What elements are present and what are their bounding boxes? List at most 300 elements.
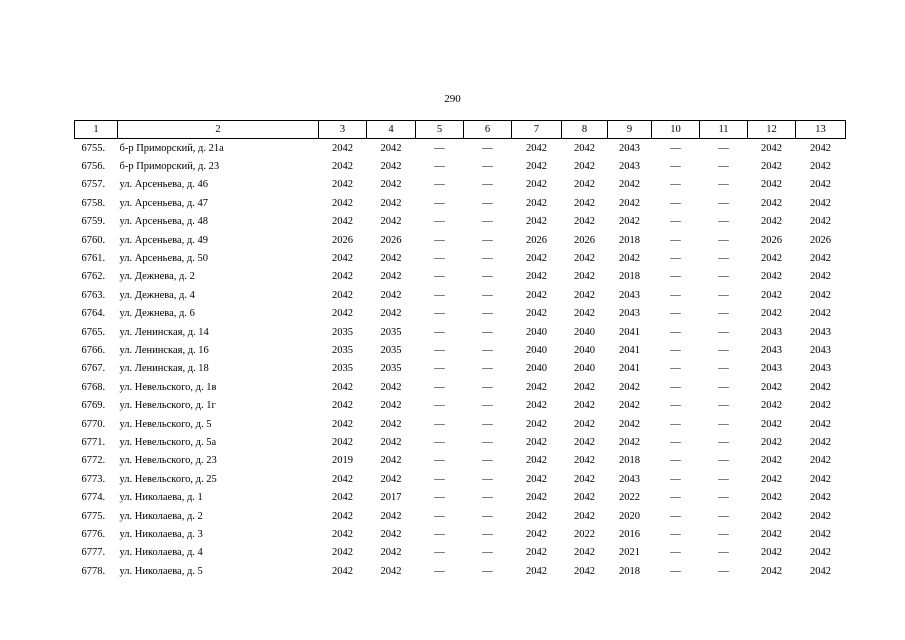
value-cell: — <box>434 271 445 283</box>
value-cell: 2042 <box>380 473 402 485</box>
value-cell: 2042 <box>574 179 595 191</box>
value-cell: 2043 <box>810 326 831 338</box>
table-row <box>75 341 846 359</box>
value-cell: — <box>482 253 493 265</box>
value-cell: 2026 <box>574 234 595 246</box>
value-cell: — <box>434 455 445 467</box>
value-cell: 2042 <box>380 381 402 393</box>
value-cell: 2042 <box>761 400 782 412</box>
address-cell: ул. Николаева, д. 5 <box>119 565 203 577</box>
value-cell: — <box>718 161 729 173</box>
value-cell: 2035 <box>332 326 353 338</box>
value-cell: 2042 <box>619 400 640 412</box>
address-cell: ул. Николаева, д. 4 <box>119 547 203 559</box>
value-cell: 2042 <box>810 161 831 173</box>
value-cell: 2042 <box>332 547 353 559</box>
value-cell: — <box>482 308 493 320</box>
value-cell: 2017 <box>380 492 402 504</box>
value-cell: 2042 <box>526 308 547 320</box>
value-cell: — <box>670 455 681 467</box>
value-cell: — <box>670 161 681 173</box>
value-cell: 2026 <box>810 234 831 246</box>
value-cell: 2035 <box>380 363 402 375</box>
value-cell: 2020 <box>619 510 640 522</box>
table-row <box>75 562 846 580</box>
value-cell: 2042 <box>761 547 782 559</box>
value-cell: 2042 <box>761 473 782 485</box>
value-cell: 2042 <box>574 308 595 320</box>
table-row <box>75 305 846 323</box>
value-cell: 2042 <box>810 473 831 485</box>
value-cell: — <box>482 271 493 283</box>
value-cell: 2042 <box>810 547 831 559</box>
value-cell: 2042 <box>526 510 547 522</box>
value-cell: — <box>670 528 681 540</box>
value-cell: 2042 <box>761 253 782 265</box>
value-cell: — <box>670 565 681 577</box>
value-cell: — <box>482 326 493 338</box>
header-cell: 7 <box>512 121 562 139</box>
value-cell: 2016 <box>619 528 640 540</box>
value-cell: 2043 <box>810 344 831 356</box>
value-cell: — <box>670 363 681 375</box>
value-cell: — <box>434 528 445 540</box>
address-cell: ул. Николаева, д. 3 <box>119 528 203 540</box>
value-cell: 2043 <box>761 344 782 356</box>
value-cell: 2043 <box>619 308 640 320</box>
value-cell: 2026 <box>332 234 353 246</box>
value-cell: 2042 <box>761 492 782 504</box>
value-cell: 2042 <box>332 381 353 393</box>
value-cell: 2042 <box>526 197 547 209</box>
address-cell: ул. Арсеньева, д. 47 <box>119 197 208 209</box>
value-cell: 2042 <box>332 565 353 577</box>
value-cell: — <box>434 326 445 338</box>
value-cell: 2042 <box>526 142 547 154</box>
row-number-cell: 6766. <box>81 344 106 356</box>
value-cell: 2042 <box>526 492 547 504</box>
row-number-cell: 6760. <box>81 234 106 246</box>
value-cell: — <box>670 510 681 522</box>
value-cell: 2022 <box>574 528 595 540</box>
table-row <box>75 378 846 396</box>
value-cell: — <box>670 473 681 485</box>
value-cell: 2042 <box>380 271 402 283</box>
row-number-cell: 6778. <box>81 565 106 577</box>
value-cell: 2042 <box>810 308 831 320</box>
value-cell: — <box>718 528 729 540</box>
value-cell: 2042 <box>810 289 831 301</box>
value-cell: — <box>718 253 729 265</box>
value-cell: — <box>434 418 445 430</box>
address-cell: ул. Арсеньева, д. 46 <box>119 179 208 191</box>
value-cell: 2035 <box>380 326 402 338</box>
value-cell: 2042 <box>574 253 595 265</box>
row-number-cell: 6764. <box>81 308 106 320</box>
value-cell: 2042 <box>380 253 402 265</box>
value-cell: 2042 <box>761 510 782 522</box>
value-cell: — <box>670 179 681 191</box>
table-row <box>75 525 846 543</box>
value-cell: — <box>670 142 681 154</box>
row-number-cell: 6775. <box>81 510 106 522</box>
value-cell: 2042 <box>761 197 782 209</box>
value-cell: 2026 <box>761 234 782 246</box>
value-cell: 2042 <box>332 418 353 430</box>
address-cell: ул. Невельского, д. 25 <box>119 473 217 485</box>
value-cell: 2041 <box>619 363 640 375</box>
value-cell: — <box>670 271 681 283</box>
value-cell: — <box>434 197 445 209</box>
value-cell: 2042 <box>810 142 831 154</box>
value-cell: — <box>482 547 493 559</box>
table-row <box>75 249 846 267</box>
row-number-cell: 6765. <box>81 326 106 338</box>
value-cell: 2042 <box>574 142 595 154</box>
value-cell: 2040 <box>526 344 547 356</box>
address-cell: ул. Арсеньева, д. 49 <box>119 234 208 246</box>
value-cell: 2042 <box>810 253 831 265</box>
value-cell: — <box>434 565 445 577</box>
value-cell: — <box>434 400 445 412</box>
value-cell: 2041 <box>619 326 640 338</box>
table-header <box>75 121 846 139</box>
header-cell: 6 <box>464 121 512 139</box>
value-cell: 2042 <box>526 473 547 485</box>
table-row <box>75 157 846 175</box>
value-cell: — <box>718 179 729 191</box>
value-cell: — <box>718 400 729 412</box>
value-cell: 2042 <box>526 271 547 283</box>
row-number-cell: 6772. <box>81 455 106 467</box>
value-cell: 2035 <box>332 344 353 356</box>
value-cell: 2042 <box>526 547 547 559</box>
value-cell: — <box>718 473 729 485</box>
table-row <box>75 231 846 249</box>
value-cell: — <box>718 455 729 467</box>
row-number-cell: 6770. <box>81 418 106 430</box>
row-number-cell: 6763. <box>81 289 106 301</box>
header-cell: 12 <box>748 121 796 139</box>
row-number-cell: 6762. <box>81 271 106 283</box>
value-cell: 2042 <box>619 381 640 393</box>
value-cell: 2042 <box>526 253 547 265</box>
value-cell: 2043 <box>619 161 640 173</box>
value-cell: 2021 <box>619 547 640 559</box>
value-cell: — <box>434 381 445 393</box>
value-cell: — <box>434 492 445 504</box>
value-cell: 2043 <box>761 363 782 375</box>
table-row <box>75 470 846 488</box>
value-cell: — <box>482 455 493 467</box>
header-row <box>75 121 846 139</box>
value-cell: 2042 <box>526 161 547 173</box>
value-cell: — <box>670 216 681 228</box>
value-cell: 2042 <box>810 179 831 191</box>
address-cell: б-р Приморский, д. 21а <box>119 142 224 154</box>
value-cell: 2042 <box>332 528 353 540</box>
address-cell: ул. Ленинская, д. 16 <box>119 344 209 356</box>
header-cell: 10 <box>652 121 700 139</box>
value-cell: 2042 <box>619 197 640 209</box>
value-cell: 2042 <box>619 179 640 191</box>
value-cell: 2042 <box>332 161 353 173</box>
value-cell: 2042 <box>380 510 402 522</box>
value-cell: 2042 <box>574 381 595 393</box>
value-cell: 2042 <box>810 418 831 430</box>
value-cell: 2041 <box>619 344 640 356</box>
value-cell: 2042 <box>574 289 595 301</box>
value-cell: — <box>434 234 445 246</box>
address-cell: ул. Николаева, д. 1 <box>119 492 203 504</box>
value-cell: — <box>434 308 445 320</box>
table-row <box>75 176 846 194</box>
address-cell: ул. Невельского, д. 5а <box>119 436 217 448</box>
value-cell: — <box>670 381 681 393</box>
value-cell: 2042 <box>380 547 402 559</box>
value-cell: 2040 <box>526 326 547 338</box>
value-cell: 2018 <box>619 565 640 577</box>
value-cell: 2022 <box>619 492 640 504</box>
data-table <box>74 120 846 580</box>
value-cell: 2042 <box>380 400 402 412</box>
value-cell: 2042 <box>332 308 353 320</box>
value-cell: 2042 <box>526 565 547 577</box>
value-cell: — <box>718 510 729 522</box>
value-cell: — <box>670 400 681 412</box>
value-cell: 2042 <box>332 253 353 265</box>
address-cell: ул. Дежнева, д. 6 <box>119 308 195 320</box>
value-cell: 2026 <box>380 234 402 246</box>
value-cell: 2042 <box>380 216 402 228</box>
value-cell: 2042 <box>380 308 402 320</box>
value-cell: 2042 <box>380 197 402 209</box>
value-cell: 2042 <box>761 565 782 577</box>
table-row <box>75 213 846 231</box>
value-cell: 2042 <box>380 455 402 467</box>
value-cell: — <box>670 418 681 430</box>
row-number-cell: 6758. <box>81 197 106 209</box>
address-cell: ул. Арсеньева, д. 50 <box>119 253 208 265</box>
value-cell: — <box>670 547 681 559</box>
value-cell: 2042 <box>332 142 353 154</box>
value-cell: 2042 <box>574 436 595 448</box>
address-cell: ул. Николаева, д. 2 <box>119 510 203 522</box>
value-cell: 2042 <box>619 436 640 448</box>
value-cell: 2042 <box>380 179 402 191</box>
value-cell: 2042 <box>574 197 595 209</box>
value-cell: 2042 <box>380 528 402 540</box>
row-number-cell: 6773. <box>81 473 106 485</box>
value-cell: — <box>482 565 493 577</box>
row-number-cell: 6767. <box>81 363 106 375</box>
value-cell: 2042 <box>332 473 353 485</box>
value-cell: — <box>434 216 445 228</box>
value-cell: — <box>482 234 493 246</box>
value-cell: — <box>434 510 445 522</box>
value-cell: 2042 <box>380 418 402 430</box>
value-cell: 2042 <box>526 455 547 467</box>
value-cell: 2042 <box>332 510 353 522</box>
value-cell: 2043 <box>619 142 640 154</box>
value-cell: 2042 <box>810 510 831 522</box>
value-cell: — <box>718 547 729 559</box>
value-cell: 2019 <box>332 455 353 467</box>
value-cell: 2042 <box>574 271 595 283</box>
value-cell: 2042 <box>526 528 547 540</box>
value-cell: 2042 <box>810 216 831 228</box>
value-cell: — <box>482 216 493 228</box>
value-cell: — <box>718 565 729 577</box>
value-cell: 2042 <box>810 197 831 209</box>
address-cell: ул. Арсеньева, д. 48 <box>119 216 208 228</box>
value-cell: — <box>718 197 729 209</box>
value-cell: — <box>718 492 729 504</box>
row-number-cell: 6761. <box>81 253 106 265</box>
value-cell: — <box>482 381 493 393</box>
value-cell: — <box>482 289 493 301</box>
value-cell: 2042 <box>574 400 595 412</box>
value-cell: — <box>434 253 445 265</box>
value-cell: 2042 <box>761 142 782 154</box>
value-cell: 2042 <box>761 418 782 430</box>
row-number-cell: 6756. <box>81 161 106 173</box>
value-cell: — <box>718 234 729 246</box>
value-cell: 2043 <box>761 326 782 338</box>
value-cell: — <box>482 528 493 540</box>
value-cell: 2042 <box>619 253 640 265</box>
row-number-cell: 6768. <box>81 381 106 393</box>
value-cell: — <box>482 400 493 412</box>
value-cell: 2042 <box>810 528 831 540</box>
value-cell: 2040 <box>526 363 547 375</box>
value-cell: — <box>434 473 445 485</box>
value-cell: 2042 <box>574 161 595 173</box>
value-cell: 2042 <box>810 565 831 577</box>
value-cell: — <box>482 142 493 154</box>
value-cell: 2042 <box>574 547 595 559</box>
value-cell: 2042 <box>761 381 782 393</box>
value-cell: — <box>718 344 729 356</box>
row-number-cell: 6777. <box>81 547 106 559</box>
value-cell: — <box>482 418 493 430</box>
table-row <box>75 488 846 506</box>
header-cell: 11 <box>700 121 748 139</box>
value-cell: 2042 <box>761 216 782 228</box>
value-cell: — <box>482 197 493 209</box>
page-number: 290 <box>444 93 461 105</box>
value-cell: — <box>482 344 493 356</box>
value-cell: — <box>434 363 445 375</box>
value-cell: 2042 <box>332 216 353 228</box>
value-cell: 2042 <box>761 271 782 283</box>
address-cell: ул. Ленинская, д. 14 <box>119 326 209 338</box>
value-cell: 2042 <box>574 455 595 467</box>
value-cell: 2042 <box>526 418 547 430</box>
value-cell: — <box>670 308 681 320</box>
value-cell: — <box>718 436 729 448</box>
value-cell: 2043 <box>810 363 831 375</box>
table-row <box>75 360 846 378</box>
table-row <box>75 194 846 212</box>
value-cell: 2042 <box>761 455 782 467</box>
header-cell: 9 <box>608 121 652 139</box>
row-number-cell: 6769. <box>81 400 106 412</box>
address-cell: ул. Ленинская, д. 18 <box>119 363 209 375</box>
table-row <box>75 433 846 451</box>
value-cell: — <box>718 142 729 154</box>
header-cell: 8 <box>562 121 608 139</box>
value-cell: 2042 <box>526 216 547 228</box>
row-number-cell: 6774. <box>81 492 106 504</box>
value-cell: — <box>670 253 681 265</box>
value-cell: — <box>670 344 681 356</box>
value-cell: 2042 <box>574 565 595 577</box>
value-cell: 2042 <box>380 142 402 154</box>
value-cell: — <box>434 436 445 448</box>
value-cell: 2042 <box>332 492 353 504</box>
table-row <box>75 544 846 562</box>
value-cell: 2042 <box>526 436 547 448</box>
value-cell: 2042 <box>761 436 782 448</box>
address-cell: ул. Невельского, д. 1г <box>119 400 216 412</box>
address-cell: ул. Дежнева, д. 4 <box>119 289 195 301</box>
value-cell: — <box>718 418 729 430</box>
value-cell: 2042 <box>574 473 595 485</box>
value-cell: 2042 <box>761 308 782 320</box>
value-cell: 2035 <box>332 363 353 375</box>
value-cell: — <box>434 547 445 559</box>
address-cell: ул. Невельского, д. 5 <box>119 418 212 430</box>
value-cell: 2042 <box>810 436 831 448</box>
value-cell: 2042 <box>810 271 831 283</box>
address-cell: ул. Дежнева, д. 2 <box>119 271 195 283</box>
value-cell: 2042 <box>761 289 782 301</box>
address-cell: ул. Невельского, д. 23 <box>119 455 217 467</box>
value-cell: — <box>482 492 493 504</box>
value-cell: — <box>718 381 729 393</box>
value-cell: — <box>718 271 729 283</box>
address-cell: ул. Невельского, д. 1в <box>119 381 217 393</box>
value-cell: — <box>718 308 729 320</box>
value-cell: 2035 <box>380 344 402 356</box>
value-cell: 2018 <box>619 455 640 467</box>
value-cell: — <box>482 510 493 522</box>
value-cell: — <box>434 344 445 356</box>
value-cell: 2042 <box>332 400 353 412</box>
table-body <box>75 139 846 581</box>
value-cell: 2042 <box>810 400 831 412</box>
value-cell: — <box>434 142 445 154</box>
row-number-cell: 6757. <box>81 179 106 191</box>
value-cell: 2042 <box>810 381 831 393</box>
value-cell: — <box>670 326 681 338</box>
value-cell: 2042 <box>332 436 353 448</box>
value-cell: — <box>482 473 493 485</box>
value-cell: 2042 <box>619 418 640 430</box>
value-cell: 2040 <box>574 326 595 338</box>
value-cell: 2042 <box>332 271 353 283</box>
value-cell: 2042 <box>810 492 831 504</box>
value-cell: 2018 <box>619 234 640 246</box>
header-cell: 13 <box>796 121 846 139</box>
value-cell: 2043 <box>619 289 640 301</box>
table-row <box>75 139 846 158</box>
value-cell: 2042 <box>380 289 402 301</box>
row-number-cell: 6755. <box>81 142 106 154</box>
value-cell: 2042 <box>380 436 402 448</box>
value-cell: — <box>718 363 729 375</box>
